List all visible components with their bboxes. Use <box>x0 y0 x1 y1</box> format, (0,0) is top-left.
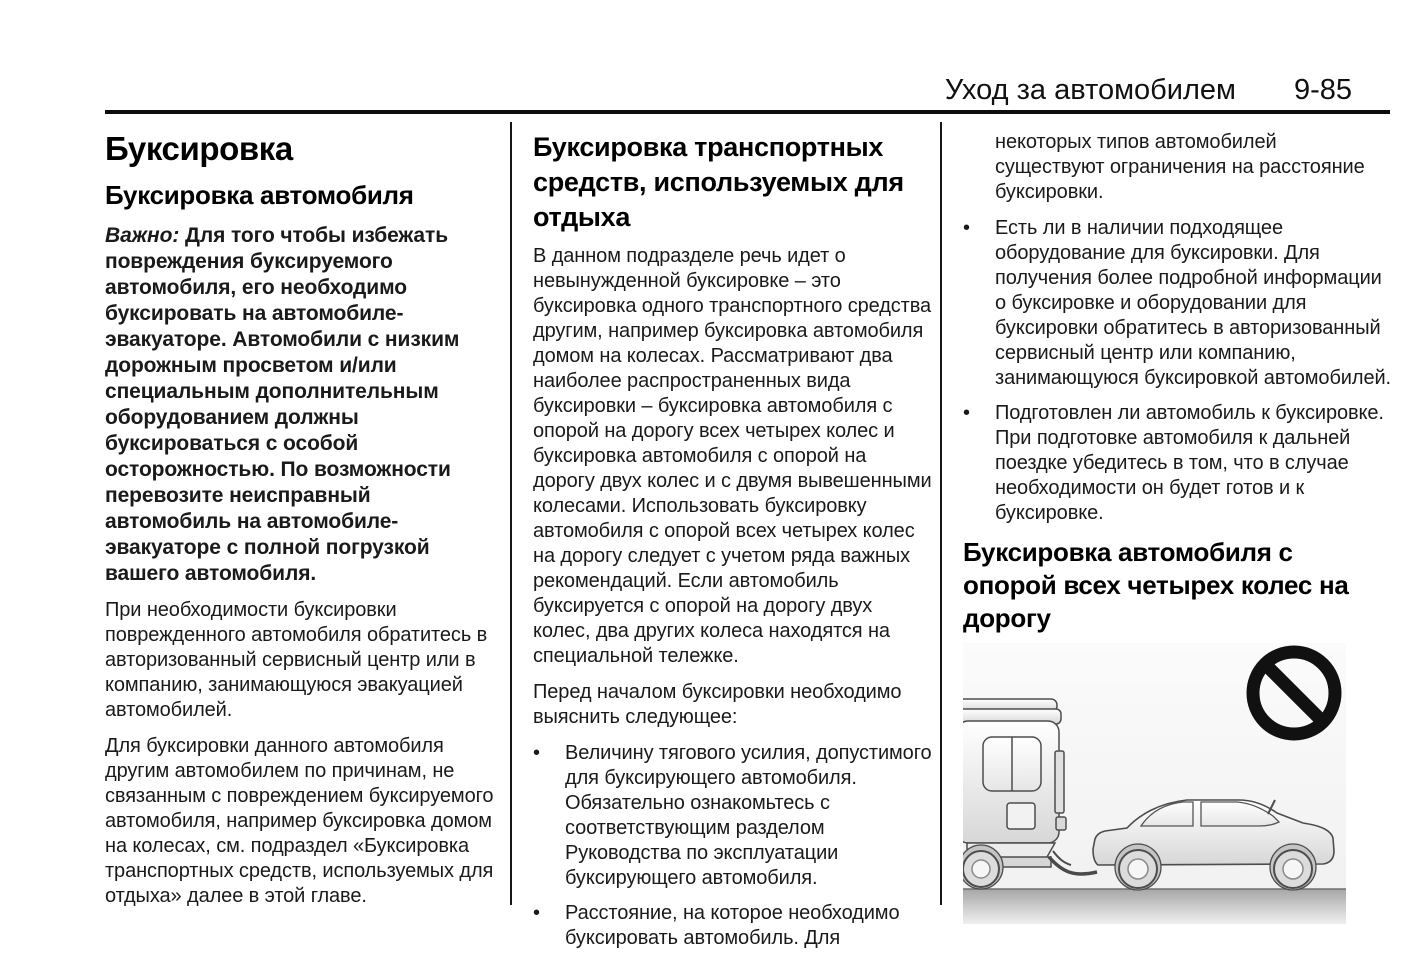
body-paragraph: Перед началом буксировки необходимо выяснить следующее: <box>533 681 902 728</box>
towing-illustration <box>963 643 1346 924</box>
bullet-item <box>533 901 932 951</box>
bullet-text: Расстояние, на которое необходимо буксировать автомобиль. Для <box>565 902 900 949</box>
heading-towing: Буксировка <box>105 130 293 167</box>
subheading-vehicle-towing: Буксировка автомобиля <box>105 180 414 210</box>
subheading-four-wheel-towing: Буксировка автомобиля с опорой всех четырех колес на дорогу <box>963 537 1349 633</box>
body-paragraph: Для буксировки данного автомобиля другим автомобилем по причинам, не связанным с повреждением буксируемого автомобиля, например буксировка домом на колесах, см. подраздел «Буксировка транспортных средств, используемых для отдыха» далее в этой главе. <box>105 735 494 907</box>
bullet-text: Величину тягового усилия, допустимого для буксирующего автомобиля. Обязательно ознакомьтесь с соответствующим разделом Руководства по эксплуатации буксирующего автомобиля. <box>565 742 932 889</box>
continuation-paragraph: некоторых типов автомобилей существуют ограничения на расстояние буксировки. <box>995 131 1365 203</box>
section-title: Уход за автомобилем <box>944 74 1236 106</box>
bullet-marker: • <box>533 742 540 764</box>
bullet-marker: • <box>963 217 970 239</box>
body-paragraph: При необходимости буксировки поврежденного автомобиля обратитесь в авторизованный сервисный центр или в компанию, занимающуюся эвакуацией автомобилей. <box>105 599 488 721</box>
column-towing <box>105 130 501 920</box>
road-graphic <box>963 889 1346 924</box>
body-paragraph: В данном подразделе речь идет о невынужденной буксировке – это буксировка одного транспортного средства другим, например буксировка автомобиля домом на колесах. Рассматривают два наиболее распространенных вида буксировки – буксировка автомобиля с опорой на дорогу всех четырех колес и буксировка автомобиля с опорой на дорогу двух колес и с двумя вывешенными колесами. Использовать буксировку автомобиля с опорой всех четырех колес на дорогу следует с учетом ряда важных рекомендаций. Если автомобиль буксируется с опорой на дорогу двух колес, два других колеса находятся на специальной тележке. <box>533 245 932 667</box>
notice-label: Важно: <box>105 224 180 247</box>
bullet-marker: • <box>533 902 540 924</box>
page-number: 9-85 <box>1293 74 1352 106</box>
bullet-item <box>533 741 932 891</box>
bullet-marker: • <box>963 402 970 424</box>
rv-wheel <box>963 845 1003 889</box>
column-right <box>963 130 1391 924</box>
bullet-text: Подготовлен ли автомобиль к буксировке. При подготовке автомобиля к дальней поездке убедитесь в том, что в случае необходимости он будет готов и к буксировке. <box>995 402 1384 524</box>
column-divider-2 <box>940 122 942 905</box>
notice-paragraph <box>105 223 501 587</box>
column-divider-1 <box>510 122 512 905</box>
bullet-list <box>963 216 1391 526</box>
bullet-item <box>963 216 1391 391</box>
bullet-list <box>533 741 932 951</box>
page-header <box>945 74 1352 107</box>
notice-text: Для того чтобы избежать повреждения буксируемого автомобиля, его необходимо буксировать на автомобиле-эвакуаторе. Автомобили с низким дорожным просветом и/или специальным дополнительным оборудованием должны буксироваться с особой осторожностью. По возможности перевозите неисправный автомобиль на автомобиле-эвакуаторе с полной погрузкой вашего автомобиля. <box>105 224 460 585</box>
bullet-item <box>963 401 1391 526</box>
header-rule <box>105 110 1390 114</box>
bullet-text: Есть ли в наличии подходящее оборудование для буксировки. Для получения более подробной информации о буксировке и оборудовании для буксировки обратитесь в авторизованный сервисный центр или компанию, занимающуюся буксировкой автомобилей. <box>995 217 1391 389</box>
heading-rv-towing: Буксировка транспортных средств, используемых для отдыха <box>533 132 904 232</box>
rv-graphic <box>963 699 1066 867</box>
column-rv-towing <box>533 130 932 961</box>
